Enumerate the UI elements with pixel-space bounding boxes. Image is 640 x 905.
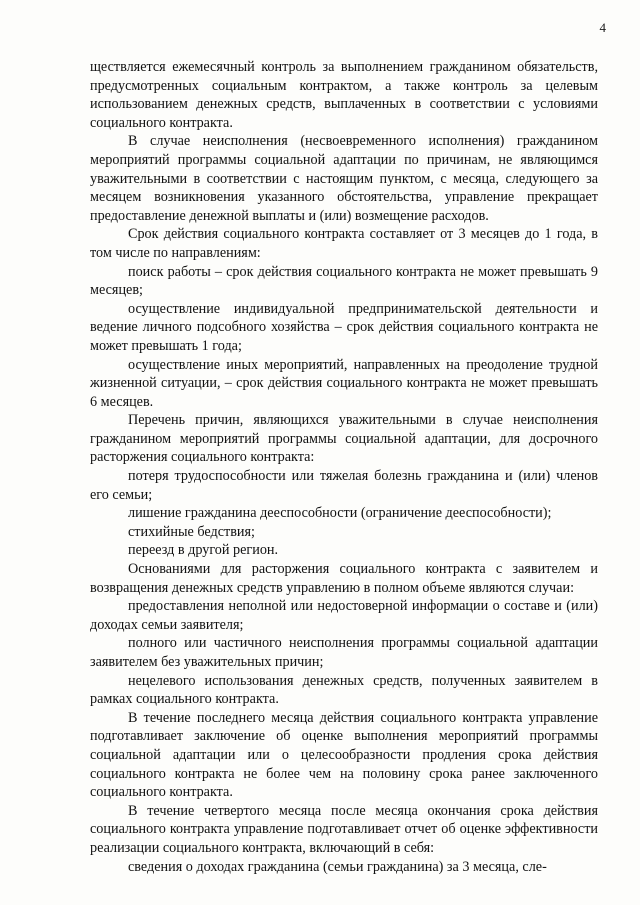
- paragraph: осуществление индивидуальной предпринимательской деятельности и ведение личного подсобного хозяйства – срок действия социального контракта не может превышать 1 года;: [90, 300, 598, 354]
- paragraph: стихийные бедствия;: [128, 523, 255, 540]
- paragraph: Срок действия социального контракта составляет от 3 месяцев до 1 года, в том числе по направлениям:: [90, 226, 598, 261]
- paragraph: ществляется ежемесячный контроль за выполнением гражданином обязательств, предусмотренных социальным контрактом, а также контроль за целевым использованием денежных средств, выплаченных в соответствии с условиями социального контракта.: [90, 59, 598, 131]
- paragraph: Основаниями для расторжения социального контракта с заявителем и возвращения денежных средств управлению в полном объеме являются случаи:: [90, 561, 598, 596]
- paragraph: В течение последнего месяца действия социального контракта управление подготавливает заключение об оценке выполнения мероприятий программы социальной адаптации или о целесообразности продления срока действия социального контракта не более чем на половину срока ранее заключенного социального контракта.: [90, 709, 598, 801]
- paragraph: Перечень причин, являющихся уважительными в случае неисполнения гражданином мероприятий программы социальной адаптации, для досрочного расторжения социального контракта:: [90, 412, 598, 466]
- paragraph: переезд в другой регион.: [128, 542, 279, 559]
- paragraph: сведения о доходах гражданина (семьи гражданина) за 3 месяца, сле-: [128, 858, 547, 875]
- paragraph: предоставления неполной или недостоверной информации о составе и (или) доходах семьи заявителя;: [90, 598, 598, 633]
- document-body: [90, 58, 598, 876]
- paragraph: В случае неисполнения (несвоевременного исполнения) гражданином мероприятий программы социальной адаптации по причинам, не являющимся уважительными в соответствии с настоящим пунктом, с месяца, следующего за месяцем возникновения указанного обстоятельства, управление прекращает предоставление денежной выплаты и (или) возмещение расходов.: [90, 133, 598, 224]
- paragraph: нецелевого использования денежных средств, полученных заявителем в рамках социального контракта.: [90, 672, 598, 708]
- paragraph: В течение четвертого месяца после месяца окончания срока действия социального контракта управление подготавливает отчет об оценке эффективности реализации социального контракта, включающий в себя:: [90, 802, 598, 856]
- paragraph: осуществление иных мероприятий, направленных на преодоление трудной жизненной ситуации, – срок действия социального контракта не может превышать 6 месяцев.: [90, 356, 598, 410]
- paragraph: лишение гражданина дееспособности (ограничение дееспособности);: [128, 505, 552, 522]
- paragraph: полного или частичного неисполнения программы социальной адаптации заявителем без уважительных причин;: [90, 635, 598, 670]
- paragraph: поиск работы – срок действия социального контракта не может превышать 9 месяцев;: [90, 263, 598, 299]
- paragraph: потеря трудоспособности или тяжелая болезнь гражданина и (или) членов его семьи;: [90, 468, 598, 503]
- page-number: 4: [599, 20, 606, 35]
